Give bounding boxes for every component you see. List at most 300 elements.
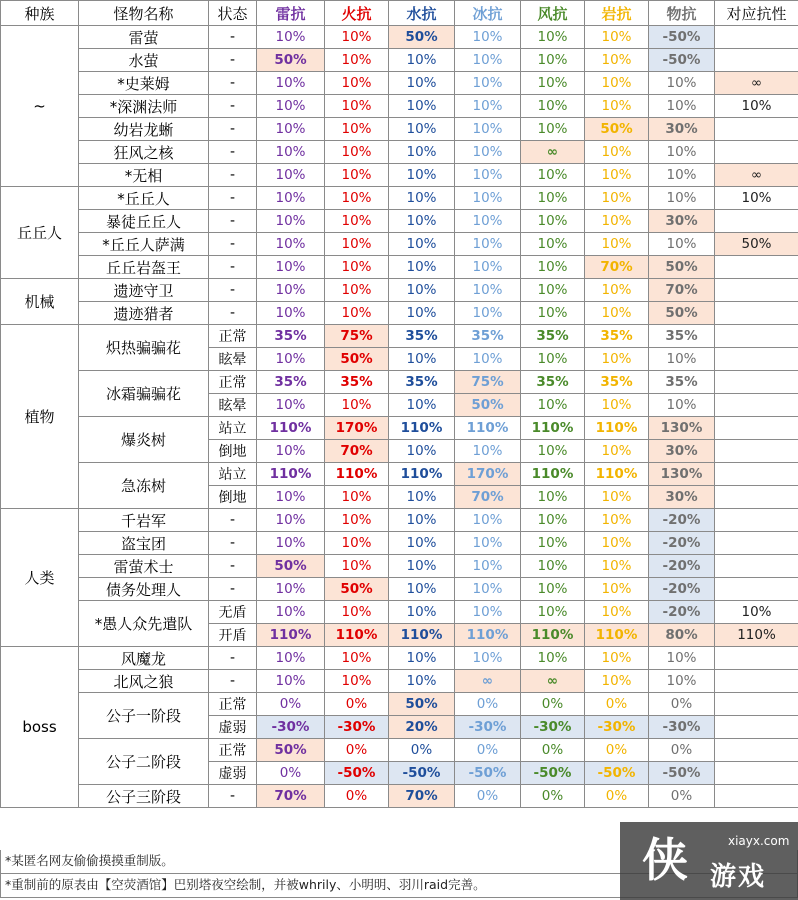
ice-res-cell: 10%: [455, 95, 521, 118]
wind-res-cell: ∞: [521, 670, 585, 693]
fire-res-cell: 70%: [325, 440, 389, 463]
rock-res-cell: 10%: [585, 210, 649, 233]
fire-res-cell: 0%: [325, 785, 389, 808]
elec-res-cell: 50%: [257, 739, 325, 762]
phys-res-cell: 10%: [649, 394, 715, 417]
fire-res-cell: 35%: [325, 371, 389, 394]
phys-res-cell: -20%: [649, 578, 715, 601]
rock-res-cell: 10%: [585, 394, 649, 417]
rock-res-cell: 50%: [585, 118, 649, 141]
special-res-cell: [715, 49, 798, 72]
elec-res-cell: 10%: [257, 279, 325, 302]
table-row: [1, 647, 798, 670]
fire-res-cell: 10%: [325, 532, 389, 555]
monster-name-cell: *史莱姆: [79, 72, 209, 95]
wind-res-cell: 10%: [521, 555, 585, 578]
ice-res-cell: 50%: [455, 394, 521, 417]
fire-res-cell: 10%: [325, 72, 389, 95]
rock-res-cell: 35%: [585, 371, 649, 394]
phys-res-cell: 10%: [649, 647, 715, 670]
ice-res-cell: 0%: [455, 739, 521, 762]
water-res-cell: 10%: [389, 72, 455, 95]
fire-res-cell: 10%: [325, 647, 389, 670]
state-cell: -: [209, 26, 257, 49]
phys-res-cell: 30%: [649, 440, 715, 463]
monster-name-cell: *丘丘人: [79, 187, 209, 210]
phys-res-cell: 10%: [649, 95, 715, 118]
monster-name-cell: 炽热骗骗花: [79, 325, 209, 371]
rock-res-cell: 10%: [585, 95, 649, 118]
header-elec-res: 雷抗: [257, 1, 325, 26]
table-row: [1, 279, 798, 302]
phys-res-cell: -50%: [649, 49, 715, 72]
rock-res-cell: 10%: [585, 532, 649, 555]
table-row: [1, 693, 798, 716]
elec-res-cell: 10%: [257, 26, 325, 49]
phys-res-cell: -50%: [649, 762, 715, 785]
ice-res-cell: 110%: [455, 417, 521, 440]
water-res-cell: -50%: [389, 762, 455, 785]
table-row: [1, 601, 798, 624]
ice-res-cell: 70%: [455, 486, 521, 509]
ice-res-cell: 0%: [455, 785, 521, 808]
fire-res-cell: 0%: [325, 739, 389, 762]
wind-res-cell: 10%: [521, 164, 585, 187]
water-res-cell: 10%: [389, 578, 455, 601]
table-row: [1, 118, 798, 141]
ice-res-cell: 10%: [455, 647, 521, 670]
elec-res-cell: 10%: [257, 486, 325, 509]
header-fire-res: 火抗: [325, 1, 389, 26]
fire-res-cell: 10%: [325, 486, 389, 509]
ice-res-cell: 10%: [455, 509, 521, 532]
fire-res-cell: 10%: [325, 601, 389, 624]
wind-res-cell: ∞: [521, 141, 585, 164]
water-res-cell: 10%: [389, 210, 455, 233]
rock-res-cell: 10%: [585, 187, 649, 210]
wind-res-cell: 10%: [521, 647, 585, 670]
water-res-cell: 10%: [389, 486, 455, 509]
special-res-cell: [715, 26, 798, 49]
elec-res-cell: 70%: [257, 785, 325, 808]
wind-res-cell: 10%: [521, 348, 585, 371]
rock-res-cell: 10%: [585, 348, 649, 371]
table-row: [1, 463, 798, 486]
state-cell: 正常: [209, 739, 257, 762]
elec-res-cell: 10%: [257, 348, 325, 371]
special-res-cell: [715, 716, 798, 739]
water-res-cell: 10%: [389, 141, 455, 164]
state-cell: 站立: [209, 417, 257, 440]
fire-res-cell: 110%: [325, 624, 389, 647]
wind-res-cell: 10%: [521, 578, 585, 601]
water-res-cell: 10%: [389, 302, 455, 325]
special-res-cell: [715, 762, 798, 785]
wind-res-cell: 35%: [521, 325, 585, 348]
wind-res-cell: 10%: [521, 210, 585, 233]
monster-name-cell: 风魔龙: [79, 647, 209, 670]
wind-res-cell: 10%: [521, 394, 585, 417]
table-row: [1, 95, 798, 118]
water-res-cell: 10%: [389, 647, 455, 670]
state-cell: -: [209, 302, 257, 325]
rock-res-cell: 10%: [585, 509, 649, 532]
elec-res-cell: 10%: [257, 210, 325, 233]
state-cell: 眩晕: [209, 348, 257, 371]
rock-res-cell: 0%: [585, 739, 649, 762]
state-cell: -: [209, 72, 257, 95]
table-row: [1, 187, 798, 210]
wind-res-cell: 35%: [521, 371, 585, 394]
special-res-cell: [715, 118, 798, 141]
state-cell: 正常: [209, 371, 257, 394]
table-row: [1, 164, 798, 187]
elec-res-cell: 10%: [257, 394, 325, 417]
fire-res-cell: 10%: [325, 187, 389, 210]
state-cell: 正常: [209, 693, 257, 716]
watermark-logo: 侠: [642, 833, 688, 887]
fire-res-cell: 10%: [325, 233, 389, 256]
special-res-cell: [715, 486, 798, 509]
special-res-cell: [715, 141, 798, 164]
state-cell: 正常: [209, 325, 257, 348]
wind-res-cell: -30%: [521, 716, 585, 739]
special-res-cell: [715, 210, 798, 233]
phys-res-cell: 70%: [649, 279, 715, 302]
elec-res-cell: -30%: [257, 716, 325, 739]
table-row: [1, 72, 798, 95]
rock-res-cell: -50%: [585, 762, 649, 785]
race-cell: 植物: [1, 325, 79, 509]
elec-res-cell: 50%: [257, 555, 325, 578]
state-cell: -: [209, 187, 257, 210]
wind-res-cell: -50%: [521, 762, 585, 785]
state-cell: 虚弱: [209, 716, 257, 739]
watermark: [620, 822, 798, 900]
ice-res-cell: 10%: [455, 164, 521, 187]
rock-res-cell: -30%: [585, 716, 649, 739]
phys-res-cell: 50%: [649, 256, 715, 279]
wind-res-cell: 0%: [521, 693, 585, 716]
wind-res-cell: 110%: [521, 624, 585, 647]
phys-res-cell: 130%: [649, 417, 715, 440]
state-cell: 眩晕: [209, 394, 257, 417]
water-res-cell: 10%: [389, 532, 455, 555]
header-water-res: 水抗: [389, 1, 455, 26]
state-cell: -: [209, 670, 257, 693]
water-res-cell: 10%: [389, 233, 455, 256]
state-cell: 开盾: [209, 624, 257, 647]
table-row: [1, 555, 798, 578]
header-state: 状态: [209, 1, 257, 26]
ice-res-cell: 10%: [455, 578, 521, 601]
rock-res-cell: 10%: [585, 164, 649, 187]
special-res-cell: 10%: [715, 187, 798, 210]
elec-res-cell: 10%: [257, 601, 325, 624]
fire-res-cell: 170%: [325, 417, 389, 440]
ice-res-cell: 10%: [455, 210, 521, 233]
state-cell: -: [209, 279, 257, 302]
ice-res-cell: 10%: [455, 601, 521, 624]
state-cell: -: [209, 210, 257, 233]
wind-res-cell: 10%: [521, 26, 585, 49]
ice-res-cell: 10%: [455, 555, 521, 578]
ice-res-cell: 10%: [455, 440, 521, 463]
water-res-cell: 10%: [389, 509, 455, 532]
water-res-cell: 110%: [389, 624, 455, 647]
ice-res-cell: 10%: [455, 187, 521, 210]
table-row: [1, 417, 798, 440]
rock-res-cell: 70%: [585, 256, 649, 279]
header-row: [1, 1, 798, 26]
header-special-res: 对应抗性: [715, 1, 798, 26]
monster-name-cell: 爆炎树: [79, 417, 209, 463]
water-res-cell: 110%: [389, 463, 455, 486]
rock-res-cell: 10%: [585, 670, 649, 693]
special-res-cell: [715, 463, 798, 486]
water-res-cell: 10%: [389, 95, 455, 118]
wind-res-cell: 0%: [521, 785, 585, 808]
phys-res-cell: -20%: [649, 555, 715, 578]
phys-res-cell: 0%: [649, 693, 715, 716]
water-res-cell: 20%: [389, 716, 455, 739]
fire-res-cell: 10%: [325, 670, 389, 693]
state-cell: -: [209, 233, 257, 256]
watermark-site: xiayx.com: [728, 834, 790, 848]
state-cell: -: [209, 509, 257, 532]
elec-res-cell: 10%: [257, 578, 325, 601]
water-res-cell: 10%: [389, 348, 455, 371]
table-row: [1, 325, 798, 348]
monster-name-cell: 急冻树: [79, 463, 209, 509]
special-res-cell: [715, 371, 798, 394]
header-ice-res: 冰抗: [455, 1, 521, 26]
elec-res-cell: 10%: [257, 532, 325, 555]
monster-name-cell: 盗宝团: [79, 532, 209, 555]
state-cell: 无盾: [209, 601, 257, 624]
state-cell: -: [209, 555, 257, 578]
phys-res-cell: 30%: [649, 486, 715, 509]
elec-res-cell: 10%: [257, 164, 325, 187]
monster-name-cell: 冰霜骗骗花: [79, 371, 209, 417]
special-res-cell: 50%: [715, 233, 798, 256]
table-row: [1, 302, 798, 325]
elec-res-cell: 35%: [257, 371, 325, 394]
race-cell: 机械: [1, 279, 79, 325]
water-res-cell: 10%: [389, 670, 455, 693]
wind-res-cell: 10%: [521, 279, 585, 302]
special-res-cell: [715, 509, 798, 532]
water-res-cell: 70%: [389, 785, 455, 808]
rock-res-cell: 110%: [585, 417, 649, 440]
phys-res-cell: 50%: [649, 302, 715, 325]
elec-res-cell: 10%: [257, 95, 325, 118]
phys-res-cell: 10%: [649, 141, 715, 164]
footnote-2: *重制前的原表由【空荧酒馆】巴别塔夜空绘制，并被whrily、小明明、羽川raid完善。: [0, 874, 798, 898]
table-row: [1, 532, 798, 555]
fire-res-cell: 10%: [325, 49, 389, 72]
wind-res-cell: 10%: [521, 187, 585, 210]
monster-name-cell: 债务处理人: [79, 578, 209, 601]
phys-res-cell: 10%: [649, 72, 715, 95]
phys-res-cell: -50%: [649, 26, 715, 49]
table-row: [1, 670, 798, 693]
fire-res-cell: 10%: [325, 26, 389, 49]
ice-res-cell: 10%: [455, 348, 521, 371]
special-res-cell: [715, 578, 798, 601]
special-res-cell: 10%: [715, 95, 798, 118]
monster-name-cell: 雷萤术士: [79, 555, 209, 578]
rock-res-cell: 10%: [585, 72, 649, 95]
monster-name-cell: *无相: [79, 164, 209, 187]
monster-name-cell: 水萤: [79, 49, 209, 72]
elec-res-cell: 10%: [257, 647, 325, 670]
rock-res-cell: 10%: [585, 26, 649, 49]
special-res-cell: [715, 417, 798, 440]
special-res-cell: [715, 785, 798, 808]
special-res-cell: ∞: [715, 164, 798, 187]
race-cell: boss: [1, 647, 79, 808]
monster-name-cell: 公子二阶段: [79, 739, 209, 785]
state-cell: -: [209, 256, 257, 279]
state-cell: 倒地: [209, 486, 257, 509]
special-res-cell: [715, 325, 798, 348]
monster-name-cell: 幼岩龙蜥: [79, 118, 209, 141]
fire-res-cell: 10%: [325, 394, 389, 417]
elec-res-cell: 0%: [257, 693, 325, 716]
phys-res-cell: -20%: [649, 509, 715, 532]
monster-name-cell: 丘丘岩盔王: [79, 256, 209, 279]
fire-res-cell: 10%: [325, 256, 389, 279]
phys-res-cell: -20%: [649, 532, 715, 555]
table-row: [1, 233, 798, 256]
phys-res-cell: -30%: [649, 716, 715, 739]
elec-res-cell: 10%: [257, 440, 325, 463]
special-res-cell: [715, 256, 798, 279]
rock-res-cell: 110%: [585, 624, 649, 647]
special-res-cell: [715, 670, 798, 693]
rock-res-cell: 10%: [585, 141, 649, 164]
water-res-cell: 50%: [389, 26, 455, 49]
rock-res-cell: 10%: [585, 601, 649, 624]
water-res-cell: 0%: [389, 739, 455, 762]
rock-res-cell: 10%: [585, 486, 649, 509]
fire-res-cell: -30%: [325, 716, 389, 739]
table-row: [1, 371, 798, 394]
phys-res-cell: 10%: [649, 233, 715, 256]
wind-res-cell: 10%: [521, 256, 585, 279]
state-cell: -: [209, 785, 257, 808]
special-res-cell: 110%: [715, 624, 798, 647]
phys-res-cell: 10%: [649, 164, 715, 187]
monster-name-cell: 公子一阶段: [79, 693, 209, 739]
water-res-cell: 110%: [389, 417, 455, 440]
rock-res-cell: 10%: [585, 302, 649, 325]
state-cell: -: [209, 49, 257, 72]
rock-res-cell: 110%: [585, 463, 649, 486]
elec-res-cell: 10%: [257, 256, 325, 279]
elec-res-cell: 50%: [257, 49, 325, 72]
water-res-cell: 10%: [389, 555, 455, 578]
race-cell: 人类: [1, 509, 79, 647]
fire-res-cell: 10%: [325, 509, 389, 532]
wind-res-cell: 110%: [521, 463, 585, 486]
fire-res-cell: 0%: [325, 693, 389, 716]
special-res-cell: [715, 693, 798, 716]
elec-res-cell: 10%: [257, 141, 325, 164]
watermark-name: 游戏: [710, 862, 767, 892]
special-res-cell: [715, 279, 798, 302]
elec-res-cell: 110%: [257, 624, 325, 647]
ice-res-cell: 10%: [455, 72, 521, 95]
table-row: [1, 210, 798, 233]
elec-res-cell: 110%: [257, 463, 325, 486]
special-res-cell: ∞: [715, 72, 798, 95]
phys-res-cell: 10%: [649, 348, 715, 371]
state-cell: -: [209, 164, 257, 187]
ice-res-cell: 10%: [455, 118, 521, 141]
ice-res-cell: 75%: [455, 371, 521, 394]
elec-res-cell: 10%: [257, 233, 325, 256]
water-res-cell: 35%: [389, 325, 455, 348]
phys-res-cell: 130%: [649, 463, 715, 486]
ice-res-cell: -50%: [455, 762, 521, 785]
monster-name-cell: 雷萤: [79, 26, 209, 49]
state-cell: 站立: [209, 463, 257, 486]
table-body: [1, 26, 798, 808]
special-res-cell: [715, 647, 798, 670]
wind-res-cell: 10%: [521, 72, 585, 95]
ice-res-cell: 10%: [455, 233, 521, 256]
phys-res-cell: 0%: [649, 785, 715, 808]
special-res-cell: [715, 348, 798, 371]
phys-res-cell: 80%: [649, 624, 715, 647]
fire-res-cell: 50%: [325, 348, 389, 371]
elec-res-cell: 10%: [257, 72, 325, 95]
rock-res-cell: 10%: [585, 647, 649, 670]
phys-res-cell: 35%: [649, 325, 715, 348]
phys-res-cell: -20%: [649, 601, 715, 624]
special-res-cell: [715, 302, 798, 325]
ice-res-cell: 10%: [455, 26, 521, 49]
phys-res-cell: 35%: [649, 371, 715, 394]
rock-res-cell: 0%: [585, 785, 649, 808]
phys-res-cell: 30%: [649, 118, 715, 141]
elec-res-cell: 0%: [257, 762, 325, 785]
ice-res-cell: 10%: [455, 141, 521, 164]
phys-res-cell: 10%: [649, 670, 715, 693]
wind-res-cell: 10%: [521, 49, 585, 72]
table-row: [1, 49, 798, 72]
special-res-cell: [715, 555, 798, 578]
elec-res-cell: 110%: [257, 417, 325, 440]
state-cell: -: [209, 578, 257, 601]
ice-res-cell: 10%: [455, 279, 521, 302]
water-res-cell: 10%: [389, 601, 455, 624]
special-res-cell: [715, 440, 798, 463]
wind-res-cell: 10%: [521, 509, 585, 532]
wind-res-cell: 10%: [521, 486, 585, 509]
table-row: [1, 739, 798, 762]
ice-res-cell: -30%: [455, 716, 521, 739]
ice-res-cell: 10%: [455, 302, 521, 325]
water-res-cell: 10%: [389, 164, 455, 187]
ice-res-cell: 10%: [455, 532, 521, 555]
wind-res-cell: 10%: [521, 532, 585, 555]
fire-res-cell: 50%: [325, 578, 389, 601]
monster-name-cell: 暴徒丘丘人: [79, 210, 209, 233]
state-cell: -: [209, 95, 257, 118]
